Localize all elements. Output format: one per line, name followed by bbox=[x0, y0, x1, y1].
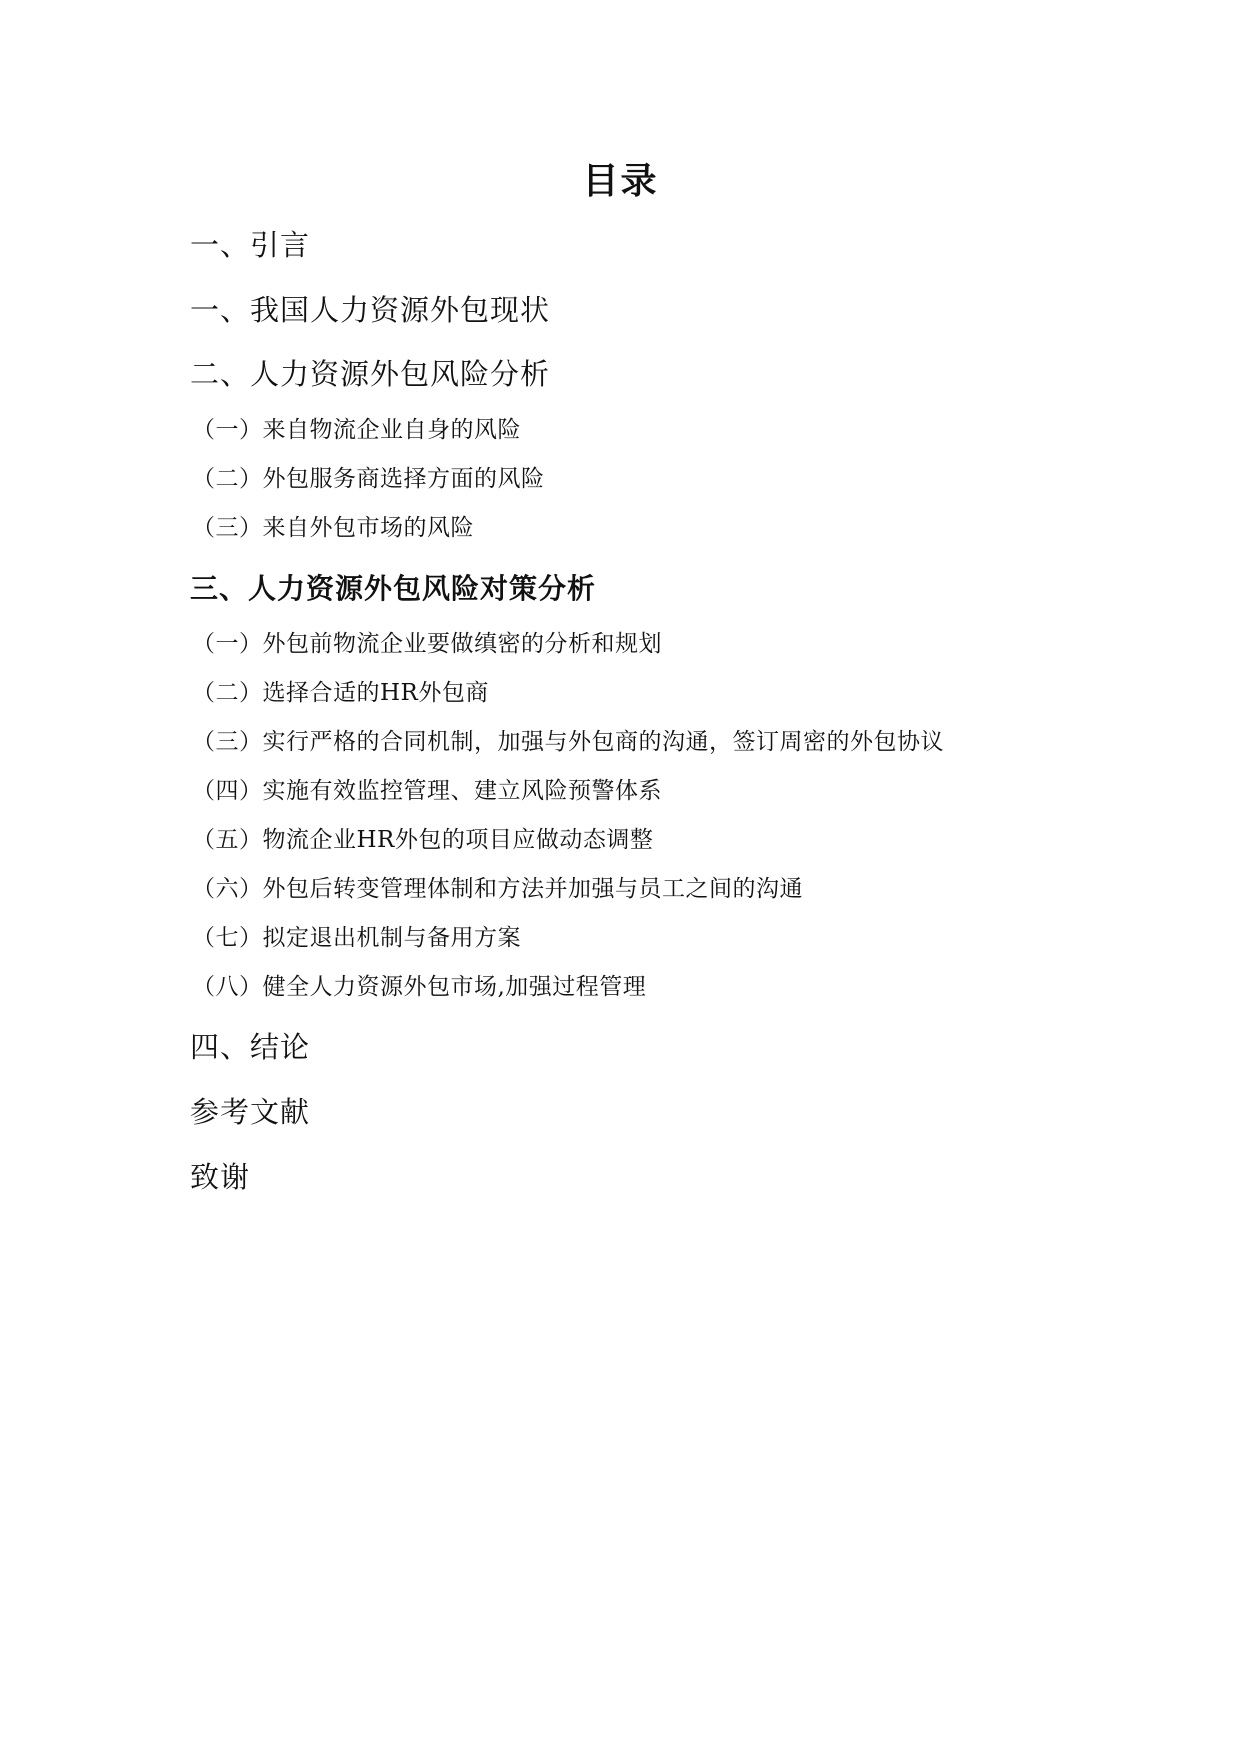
toc-entry-references: 参考文献 bbox=[190, 1095, 311, 1129]
toc-entry-section-3: 三、人力资源外包风险对策分析 bbox=[190, 572, 597, 605]
toc-entry-section-3-7: （七）拟定退出机制与备用方案 bbox=[192, 925, 521, 951]
toc-entry-section-3-2: （二）选择合适的HR外包商 bbox=[192, 680, 489, 706]
toc-entry-section-3-5: （五）物流企业HR外包的项目应做动态调整 bbox=[192, 827, 654, 853]
toc-entry-section-1: 一、我国人力资源外包现状 bbox=[190, 293, 551, 327]
toc-entry-section-3-6: （六）外包后转变管理体制和方法并加强与员工之间的沟通 bbox=[192, 876, 803, 902]
toc-entry-section-3-3: （三）实行严格的合同机制，加强与外包商的沟通，签订周密的外包协议 bbox=[192, 729, 944, 755]
toc-entry-introduction: 一、引言 bbox=[190, 228, 311, 262]
toc-entry-section-2: 二、人力资源外包风险分析 bbox=[190, 357, 551, 391]
toc-entry-section-2-2: （二）外包服务商选择方面的风险 bbox=[192, 466, 545, 492]
toc-entry-section-3-1: （一）外包前物流企业要做缜密的分析和规划 bbox=[192, 631, 662, 657]
toc-entry-acknowledgements: 致谢 bbox=[190, 1160, 251, 1194]
toc-title: 目录 bbox=[582, 161, 659, 202]
toc-entry-section-3-4: （四）实施有效监控管理、建立风险预警体系 bbox=[192, 778, 662, 804]
toc-entry-conclusion: 四、结论 bbox=[190, 1030, 311, 1064]
toc-entry-section-3-8: （八）健全人力资源外包市场,加强过程管理 bbox=[192, 974, 647, 1000]
toc-entry-section-2-1: （一）来自物流企业自身的风险 bbox=[192, 417, 521, 443]
toc-entry-section-2-3: （三）来自外包市场的风险 bbox=[192, 515, 474, 541]
